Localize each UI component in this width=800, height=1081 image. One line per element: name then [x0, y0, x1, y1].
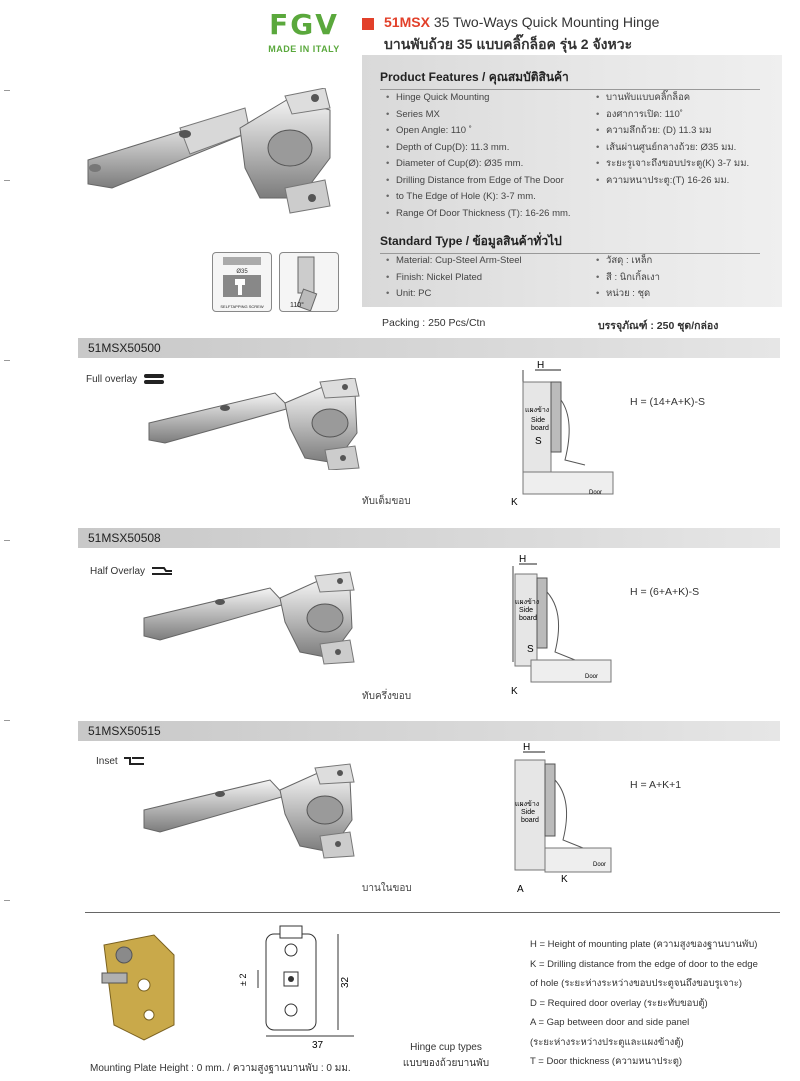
margin-mark [4, 720, 10, 721]
features-heading: Product Features / คุณสมบัติสินค้า [380, 68, 760, 90]
svg-text:Side: Side [531, 417, 546, 424]
legend-row: (ระยะห่างระหว่างประตูและแผงข้างตู้) [530, 1036, 684, 1048]
legend-row: A = Gap between door and side panel [530, 1017, 690, 1028]
packing-th: บรรจุภัณฑ์ : 250 ชุด/กล่อง [598, 320, 719, 332]
installation-diagram-3 [505, 740, 615, 895]
standard-item-thai: • หน่วย : ชุด [596, 286, 776, 303]
features-list-th [596, 90, 776, 189]
title-marker [362, 18, 374, 30]
feature-item: • Range Of Door Thickness (T): 16-26 mm. [386, 206, 596, 223]
hinge-main-image [80, 88, 350, 233]
svg-text:A: A [517, 884, 524, 895]
feature-item: • Series MX [386, 107, 596, 124]
feature-item-thai: • เส้นผ่านศูนย์กลางถ้วย: Ø35 มม. [596, 140, 776, 157]
logo-text: FGV [269, 8, 339, 41]
overlay-label: Inset [96, 756, 118, 767]
svg-text:Door: Door [589, 490, 603, 496]
svg-text:Door: Door [593, 862, 607, 868]
product-title [384, 14, 659, 30]
legend-row: of hole (ระยะห่างระหว่างขอบประตูจนถึงขอบรูเจาะ) [530, 978, 743, 989]
svg-text:แผงข้าง: แผงข้าง [515, 801, 540, 808]
overlay-label: Half Overlay [90, 566, 146, 577]
model-bar-2: 51MSX50508 [78, 528, 780, 548]
cup-types-caption [396, 1040, 496, 1072]
margin-mark [4, 90, 10, 91]
overlay-thai-1: ทับเต็มขอบ [362, 496, 411, 507]
packing-en: Packing : 250 Pcs/Ctn [382, 317, 486, 329]
legend-row: T = Door thickness (ความหนาประตู) [530, 1056, 683, 1067]
model-bar-3: 51MSX50515 [78, 721, 780, 741]
margin-mark [4, 540, 10, 541]
logo-tagline: MADE IN ITALY [268, 44, 340, 54]
section-divider [85, 912, 780, 913]
selftapping-screw-icon [212, 252, 272, 312]
overlay-thai-3: บานในขอบ [362, 883, 412, 894]
standard-item: • Finish: Nickel Plated [386, 270, 596, 287]
svg-text:S: S [535, 436, 542, 447]
formula-2: H = (6+A+K)-S [630, 586, 700, 598]
legend-row: H = Height of mounting plate (ความสูงของฐานบานพับ) [530, 939, 758, 950]
screw-icon [213, 253, 271, 299]
product-title-thai: บานพับถ้วย 35 แบบคลิ๊กล็อค รุ่น 2 จังหวะ [384, 36, 633, 52]
legend-row: K = Drilling distance from the edge of door to the edge [530, 958, 758, 970]
svg-text:32: 32 [340, 976, 351, 988]
feature-item: • Hinge Quick Mounting [386, 90, 596, 107]
svg-text:board: board [531, 425, 549, 432]
standard-item-thai: • สี : นิกเกิ้ลเงา [596, 270, 776, 287]
hinge-inset-image [140, 760, 370, 860]
mounting-plate-drawing [206, 920, 366, 1050]
feature-item-thai: • ระยะรูเจาะถึงขอบประตู(K) 3-7 มม. [596, 156, 776, 173]
feature-item-thai: • ความลึกถ้วย: (D) 11.3 มม [596, 123, 776, 140]
svg-text:K: K [511, 686, 518, 697]
product-code: 51MSX [384, 14, 430, 30]
standard-item: • Unit: PC [386, 286, 596, 303]
standard-item-thai: • วัสดุ : เหล็ก [596, 253, 776, 270]
svg-text:แผงข้าง: แผงข้าง [515, 599, 540, 606]
cup-types-en: Hinge cup types [410, 1042, 482, 1053]
feature-item-thai: • บานพับแบบคลิ๊กล็อค [596, 90, 776, 107]
svg-text:± 2: ± 2 [238, 973, 248, 986]
feature-item: • Drilling Distance from Edge of The Door [386, 173, 596, 190]
svg-text:แผงข้าง: แผงข้าง [525, 407, 550, 414]
feature-item-thai: • องศาการเปิด: 110˚ [596, 107, 776, 124]
standard-list-en [386, 253, 596, 303]
standard-heading: Standard Type / ข้อมูลสินค้าทั่วไป [380, 232, 760, 254]
feature-item: • to The Edge of Hole (K): 3-7 mm. [386, 189, 596, 206]
svg-text:K: K [561, 874, 568, 885]
dimension-legend [530, 935, 790, 1072]
mounting-height-note: Mounting Plate Height : 0 mm. / ความสูงฐานบานพับ : 0 มม. [90, 1063, 351, 1074]
svg-text:Ø35: Ø35 [236, 269, 248, 275]
cup-types-th: แบบของถ้วยบานพับ [402, 1058, 490, 1069]
formula-1: H = (14+A+K)-S [630, 396, 705, 408]
svg-text:S: S [527, 644, 534, 655]
opening-angle-icon [279, 252, 339, 312]
product-name: 35 Two-Ways Quick Mounting Hinge [433, 14, 660, 30]
feature-item: • Depth of Cup(D): 11.3 mm. [386, 140, 596, 157]
model-bar-1: 51MSX50500 [78, 338, 780, 358]
hinge-full-overlay-image [145, 378, 375, 470]
margin-mark [4, 900, 10, 901]
overlay-type-3 [96, 756, 144, 767]
angle-icon [280, 253, 338, 311]
svg-text:H: H [519, 554, 527, 565]
screw-label: SELFTAPPING SCREW [220, 304, 264, 309]
standard-list-th [596, 253, 776, 303]
svg-text:Door: Door [585, 674, 599, 680]
installation-diagram-1 [505, 360, 615, 510]
svg-text:Side: Side [519, 607, 534, 614]
brand-logo [262, 10, 346, 62]
feature-item: • Diameter of Cup(Ø): Ø35 mm. [386, 156, 596, 173]
svg-text:110°: 110° [290, 302, 304, 309]
hinge-half-overlay-image [140, 570, 370, 665]
installation-diagram-2 [505, 552, 615, 702]
svg-text:board: board [521, 817, 539, 824]
feature-item-thai: • ความหนาประตู:(T) 16-26 มม. [596, 173, 776, 190]
formula-3: H = A+K+1 [630, 779, 682, 791]
overlay-thai-2: ทับครึ่งขอบ [362, 691, 412, 702]
features-list-en [386, 90, 596, 222]
margin-mark [4, 360, 10, 361]
feature-item: • Open Angle: 110 ˚ [386, 123, 596, 140]
margin-mark [4, 180, 10, 181]
svg-text:H: H [537, 360, 545, 371]
legend-row: D = Required door overlay (ระยะทับขอบตู้) [530, 997, 708, 1009]
svg-text:Side: Side [521, 809, 536, 816]
mounting-plate-image [94, 925, 184, 1045]
overlay-label: Full overlay [86, 374, 138, 385]
svg-text:K: K [511, 497, 518, 508]
svg-text:H: H [523, 742, 531, 753]
svg-text:board: board [519, 615, 537, 622]
standard-item: • Material: Cup-Steel Arm-Steel [386, 253, 596, 270]
svg-text:37: 37 [312, 1040, 324, 1050]
